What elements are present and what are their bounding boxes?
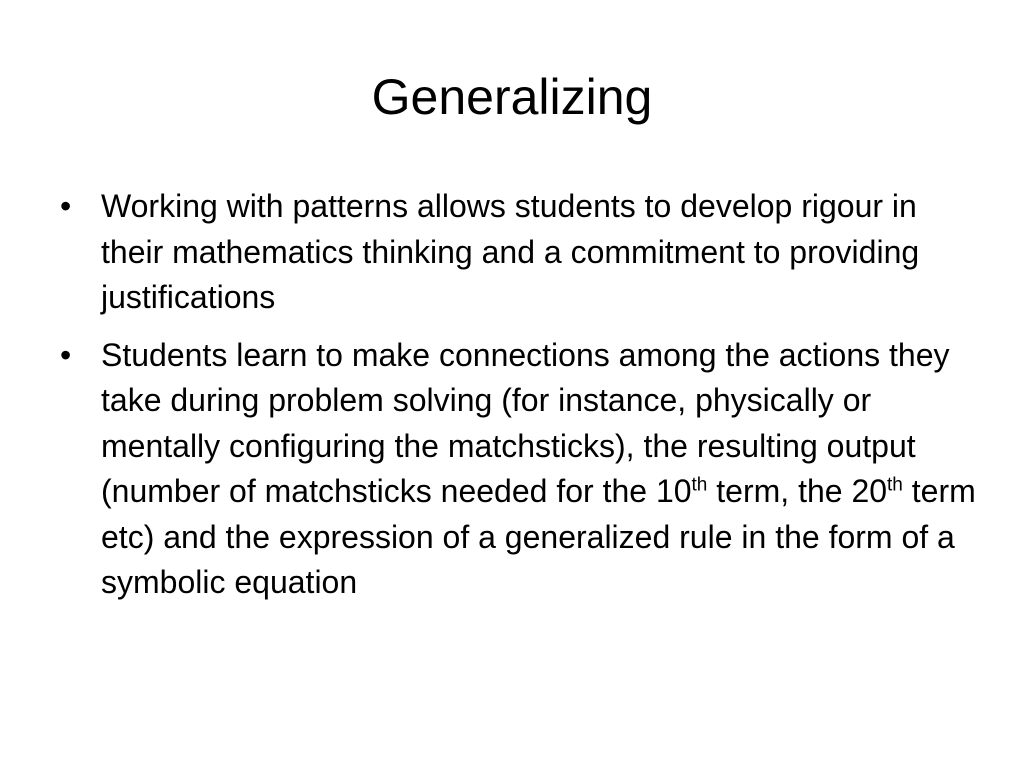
bullet-text: Working with patterns allows students to develop rigour in their mathematics thinking and a commitment to providing justifications bbox=[101, 188, 920, 315]
bullet-text-part: Students learn to make connections among the actions they take during problem solving (for instance, physically or mentally configuring the matchsticks), the resulting output (number of matchsticks needed for the 10 bbox=[101, 336, 950, 509]
bullet-list bbox=[60, 184, 980, 618]
bullet-item bbox=[60, 333, 980, 606]
bullet-text-part: term etc) and the expression of a generalized rule in the form of a symbolic equation bbox=[101, 473, 976, 600]
bullet-text-part: term, the 20 bbox=[707, 473, 888, 509]
ordinal-superscript: th bbox=[887, 474, 903, 496]
bullet-item bbox=[60, 184, 980, 321]
bullet-dot-icon: • bbox=[60, 336, 72, 373]
slide-title: Generalizing bbox=[371, 69, 653, 125]
ordinal-superscript: th bbox=[691, 474, 708, 496]
bullet-dot-icon: • bbox=[60, 188, 72, 224]
